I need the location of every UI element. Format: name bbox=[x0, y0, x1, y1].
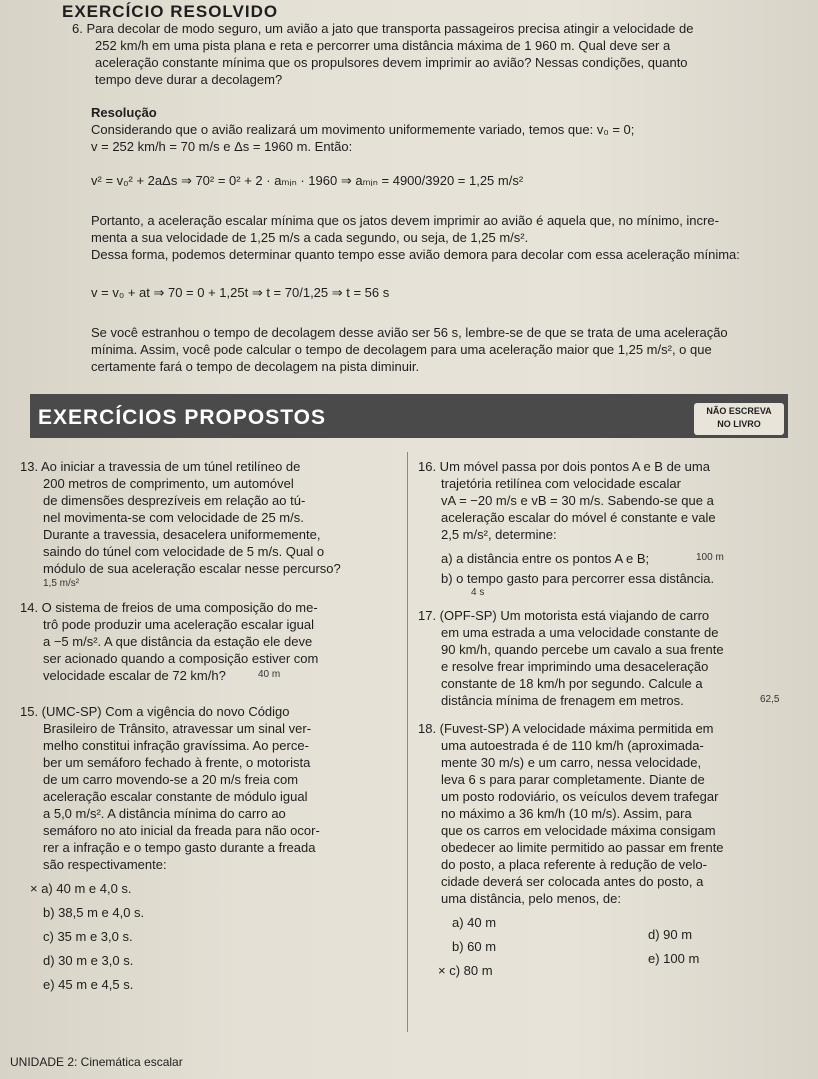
question-15-line: são respectivamente: bbox=[43, 857, 167, 872]
question-18-line: um posto rodoviário, os veículos devem trafegar bbox=[441, 789, 719, 804]
resolution-line: menta a sua velocidade de 1,25 m/s a cada segundo, ou seja, de 1,25 m/s². bbox=[91, 230, 529, 245]
equation-line: v = v₀ + at ⇒ 70 = 0 + 1,25t ⇒ t = 70/1,25 ⇒ t = 56 s bbox=[91, 285, 390, 300]
question-18-line: uma autoestrada é de 110 km/h (aproximada- bbox=[441, 738, 704, 753]
question-18-line: cidade deverá ser colocada antes do posto, a bbox=[441, 874, 704, 889]
question-14-line: 14. O sistema de freios de uma composição do me- bbox=[20, 600, 318, 615]
answer-option: × a) 40 m e 4,0 s. bbox=[30, 881, 132, 896]
resolution-title: Resolução bbox=[91, 105, 157, 120]
proposed-title: EXERCÍCIOS PROPOSTOS bbox=[38, 406, 327, 429]
question-13-line: nel movimenta-se com velocidade de 25 m/s. bbox=[43, 510, 304, 525]
resolution-line: certamente fará o tempo de decolagem na pista diminuir. bbox=[91, 359, 420, 374]
question-13-line: Durante a travessia, desacelera uniformemente, bbox=[43, 527, 321, 542]
question-13-line: 200 metros de comprimento, um automóvel bbox=[43, 476, 294, 491]
question-16-line: a) a distância entre os pontos A e B; bbox=[441, 551, 650, 566]
badge-line: NÃO ESCREVA bbox=[706, 406, 772, 416]
answer-option: × c) 80 m bbox=[438, 963, 493, 978]
question-16-line: trajetória retilínea com velocidade escalar bbox=[441, 476, 681, 491]
question-18-line: 18. (Fuvest-SP) A velocidade máxima permitida em bbox=[418, 721, 714, 736]
question-15-line: semáforo no ato inicial da freada para não ocor- bbox=[43, 823, 320, 838]
question-14-line: a −5 m/s². A que distância da estação ele deve bbox=[43, 634, 313, 649]
question-13-line: 13. Ao iniciar a travessia de um túnel retilíneo de bbox=[20, 459, 301, 474]
handwritten-answer: 62,5 bbox=[760, 694, 780, 705]
question-18-line: no máximo a 36 km/h (10 m/s). Assim, para bbox=[441, 806, 692, 821]
question-13-line: de dimensões desprezíveis em relação ao tú- bbox=[43, 493, 306, 508]
handwritten-answer: 100 m bbox=[696, 552, 724, 563]
question-18-line: que os carros em velocidade máxima consigam bbox=[441, 823, 716, 838]
question-16-line: b) o tempo gasto para percorrer essa distância. bbox=[441, 571, 715, 586]
answer-option: b) 38,5 m e 4,0 s. bbox=[43, 905, 145, 920]
answer-option: e) 100 m bbox=[648, 951, 700, 966]
question-15-line: Brasileiro de Trânsito, atravessar um sinal ver- bbox=[43, 721, 312, 736]
question-17-line: constante de 18 km/h por segundo. Calcule a bbox=[441, 676, 703, 691]
question-15-line: 15. (UMC-SP) Com a vigência do novo Código bbox=[20, 704, 290, 719]
answer-option: b) 60 m bbox=[452, 939, 497, 954]
equation-line: v² = v₀² + 2aΔs ⇒ 70² = 0² + 2 · aₘᵢₙ · 1960 ⇒ aₘᵢₙ = 4900/3920 = 1,25 m/s² bbox=[91, 173, 524, 188]
handwritten-answer: 1,5 m/s² bbox=[43, 578, 80, 589]
question-15-line: ber um semáforo fechado à frente, o motorista bbox=[43, 755, 311, 770]
question-17-line: 17. (OPF-SP) Um motorista está viajando de carro bbox=[418, 608, 710, 623]
question-15-line: aceleração escalar constante de módulo igual bbox=[43, 789, 308, 804]
resolution-line: Se você estranhou o tempo de decolagem desse avião ser 56 s, lembre-se de que se trata de uma aceleração bbox=[91, 325, 728, 340]
question-18-line: uma distância, pelo menos, de: bbox=[441, 891, 621, 906]
problem-line: tempo deve durar a decolagem? bbox=[95, 72, 283, 87]
resolution-line: Dessa forma, podemos determinar quanto tempo esse avião demora para decolar com essa aceleração mínima: bbox=[91, 247, 740, 262]
question-18-line: do posto, a placa referente à redução de velo- bbox=[441, 857, 707, 872]
question-15-line: de um carro movendo-se a 20 m/s freia com bbox=[43, 772, 299, 787]
question-17-line: 90 km/h, quando percebe um cavalo a sua frente bbox=[441, 642, 724, 657]
answer-option: d) 30 m e 3,0 s. bbox=[43, 953, 134, 968]
answer-option: d) 90 m bbox=[648, 927, 693, 942]
question-17-line: e resolve frear imprimindo uma desaceleração bbox=[441, 659, 709, 674]
question-13-line: módulo de sua aceleração escalar nesse percurso? bbox=[43, 561, 341, 576]
question-15-line: a 5,0 m/s². A distância mínima do carro ao bbox=[43, 806, 286, 821]
answer-option: e) 45 m e 4,5 s. bbox=[43, 977, 134, 992]
answer-option: a) 40 m bbox=[452, 915, 497, 930]
question-15-line: rer a infração e o tempo gasto durante a freada bbox=[43, 840, 316, 855]
badge-line: NO LIVRO bbox=[717, 419, 761, 429]
handwritten-answer: 4 s bbox=[471, 587, 485, 598]
question-15-line: melho constitui infração gravíssima. Ao perce- bbox=[43, 738, 309, 753]
do-not-write-badge bbox=[694, 403, 784, 435]
problem-line: 252 km/h em uma pista plana e reta e percorrer uma distância máxima de 1 960 m. Qual deve ser a bbox=[95, 38, 671, 53]
handwritten-answer: 40 m bbox=[258, 669, 281, 680]
resolution-line: Considerando que o avião realizará um movimento uniformemente variado, temos que: v₀ = 0; bbox=[91, 122, 635, 137]
question-16-line: aceleração escalar do móvel é constante e vale bbox=[441, 510, 716, 525]
question-18-line: leva 6 s para parar completamente. Diante de bbox=[441, 772, 705, 787]
question-18-line: obedecer ao limite permitido ao passar em frente bbox=[441, 840, 724, 855]
page-footer: UNIDADE 2: Cinemática escalar bbox=[10, 1055, 183, 1069]
question-16-line: vA = −20 m/s e vB = 30 m/s. Sabendo-se que a bbox=[441, 493, 714, 508]
question-17-line: distância mínima de frenagem em metros. bbox=[441, 693, 684, 708]
question-14-line: velocidade escalar de 72 km/h? bbox=[43, 668, 226, 683]
question-17-line: em uma estrada a uma velocidade constante de bbox=[441, 625, 719, 640]
question-18-line: mente 30 m/s) e um carro, nessa velocidade, bbox=[441, 755, 702, 770]
column-divider bbox=[407, 452, 408, 1032]
question-14-line: trô pode produzir uma aceleração escalar igual bbox=[43, 617, 314, 632]
question-16-line: 2,5 m/s², determine: bbox=[441, 527, 557, 542]
problem-line: aceleração constante mínima que os propulsores devem imprimir ao avião? Nessas condições, quanto bbox=[95, 55, 688, 70]
question-14-line: ser acionado quando a composição estiver com bbox=[43, 651, 319, 666]
resolution-line: Portanto, a aceleração escalar mínima que os jatos devem imprimir ao avião é aquela que, no mínimo, incre- bbox=[91, 213, 719, 228]
section-heading: EXERCÍCIO RESOLVIDO bbox=[62, 2, 279, 21]
question-16-line: 16. Um móvel passa por dois pontos A e B de uma bbox=[418, 459, 710, 474]
problem-line: 6. Para decolar de modo seguro, um avião a jato que transporta passageiros precisa atingir a velocidade de bbox=[72, 21, 694, 36]
resolution-line: v = 252 km/h = 70 m/s e Δs = 1960 m. Então: bbox=[91, 139, 353, 154]
resolution-line: mínima. Assim, você pode calcular o tempo de decolagem para uma aceleração maior que 1,25 m/s², o que bbox=[91, 342, 712, 357]
answer-option: c) 35 m e 3,0 s. bbox=[43, 929, 133, 944]
question-13-line: saindo do túnel com velocidade de 5 m/s. Qual o bbox=[43, 544, 325, 559]
